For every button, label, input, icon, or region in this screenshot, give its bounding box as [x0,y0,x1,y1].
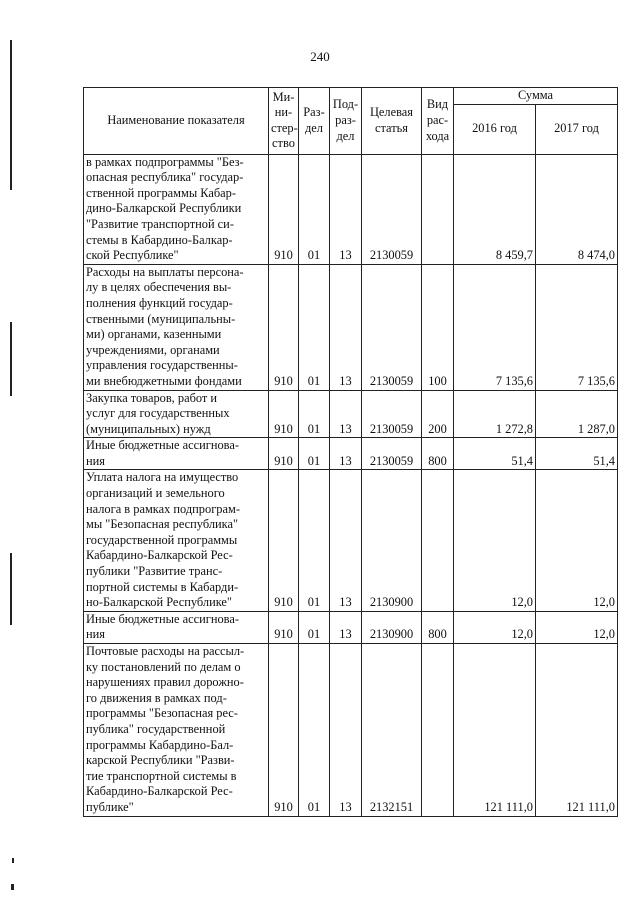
budget-table [83,87,618,817]
header-target: Целевая статья [362,88,422,155]
row-sum-2016: 7 135,6 [454,264,536,390]
row-target: 2130059 [362,264,422,390]
row-subsection: 13 [330,611,362,643]
scan-margin-dot [12,858,14,863]
row-target: 2130059 [362,390,422,438]
row-sum-2016: 8 459,7 [454,154,536,264]
scan-margin-line-lower [10,553,12,625]
row-name: Расходы на выплаты персона- лу в целях обеспечения вы- полнения функций государ- ственными (муниципальны- ми) органами, казенными учреждениями, органами управления государственны- ми внебюджетными фондами [84,264,269,390]
row-target: 2130900 [362,611,422,643]
header-section: Раз- дел [299,88,330,155]
row-sum-2017: 12,0 [536,611,618,643]
table-row [84,154,618,264]
row-subsection: 13 [330,390,362,438]
row-name: в рамках подпрограммы "Без- опасная республика" государ- ственной программы Кабар- дино-Балкарской Республики "Развитие транспортной си- стемы в Кабардино-Балкар- ской Республике" [84,154,269,264]
page-number: 240 [310,49,330,64]
row-sum-2016: 12,0 [454,470,536,611]
row-name: Уплата налога на имущество организаций и земельного налога в рамках подпрограм- мы "Безопасная республика" государственной программы Кабардино-Балкарской Рес- публики "Развитие транс- портной системы в Кабарди- но-Балкарской Республике" [84,470,269,611]
row-sum-2016: 51,4 [454,438,536,470]
row-section: 01 [299,470,330,611]
row-section: 01 [299,644,330,817]
row-subsection: 13 [330,438,362,470]
table-row [84,470,618,611]
row-sum-2017: 1 287,0 [536,390,618,438]
row-expense-type: 800 [422,611,454,643]
row-expense-type [422,154,454,264]
row-sum-2017: 12,0 [536,470,618,611]
row-ministry: 910 [269,470,299,611]
row-subsection: 13 [330,154,362,264]
row-name: Почтовые расходы на рассыл- ку постановлений по делам о нарушениях правил дорожно- го движения в рамках под- программы "Безопасная рес- публика" государственной программы Кабардино-Бал- карской Республики "Разви- тие транспортной системы в Кабардино-Балкарской Рес- публике" [84,644,269,817]
row-expense-type [422,470,454,611]
table-row [84,264,618,390]
header-subsection: Под- раз- дел [330,88,362,155]
row-expense-type: 100 [422,264,454,390]
row-ministry: 910 [269,390,299,438]
row-section: 01 [299,264,330,390]
row-subsection: 13 [330,644,362,817]
header-sum: Сумма [454,88,618,105]
row-ministry: 910 [269,438,299,470]
row-section: 01 [299,438,330,470]
row-sum-2016: 1 272,8 [454,390,536,438]
row-sum-2017: 51,4 [536,438,618,470]
table-row [84,390,618,438]
row-name: Иные бюджетные ассигнова- ния [84,611,269,643]
header-expense-type: Вид рас- хода [422,88,454,155]
row-expense-type [422,644,454,817]
row-ministry: 910 [269,264,299,390]
header-ministry: Ми- ни- стер- ство [269,88,299,155]
header-name: Наименование показателя [84,88,269,155]
header-year-2016: 2016 год [454,104,536,154]
row-sum-2016: 121 111,0 [454,644,536,817]
row-sum-2017: 121 111,0 [536,644,618,817]
scan-margin-line-top [10,40,12,190]
row-sum-2017: 7 135,6 [536,264,618,390]
row-section: 01 [299,390,330,438]
row-ministry: 910 [269,644,299,817]
table-row [84,644,618,817]
row-sum-2016: 12,0 [454,611,536,643]
row-section: 01 [299,611,330,643]
row-ministry: 910 [269,154,299,264]
row-section: 01 [299,154,330,264]
row-target: 2130059 [362,438,422,470]
row-target: 2132151 [362,644,422,817]
row-subsection: 13 [330,470,362,611]
row-ministry: 910 [269,611,299,643]
row-name: Иные бюджетные ассигнова- ния [84,438,269,470]
row-target: 2130900 [362,470,422,611]
table-row [84,611,618,643]
row-expense-type: 200 [422,390,454,438]
row-subsection: 13 [330,264,362,390]
table-row [84,438,618,470]
scan-margin-dot-2 [11,884,14,890]
row-name: Закупка товаров, работ и услуг для государственных (муниципальных) нужд [84,390,269,438]
header-year-2017: 2017 год [536,104,618,154]
row-sum-2017: 8 474,0 [536,154,618,264]
row-target: 2130059 [362,154,422,264]
row-expense-type: 800 [422,438,454,470]
scan-margin-line-middle [10,322,12,396]
